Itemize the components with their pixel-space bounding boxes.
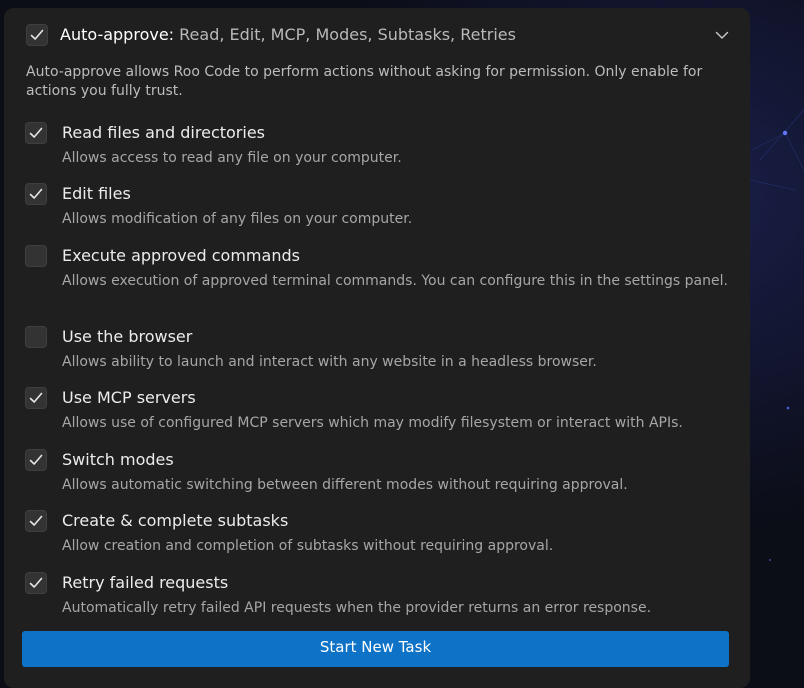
- switch-modes-checkbox[interactable]: [25, 449, 47, 471]
- retry-requests-checkbox[interactable]: [25, 572, 47, 594]
- subtasks-checkbox[interactable]: [25, 510, 47, 532]
- check-icon: [26, 184, 46, 204]
- check-icon: [26, 123, 46, 143]
- read-files-checkbox[interactable]: [25, 122, 47, 144]
- option-description: Allows use of configured MCP servers which may modify filesystem or interact with APIs.: [62, 415, 683, 431]
- option-description: Allows ability to launch and interact with any website in a headless browser.: [62, 354, 597, 370]
- option-description: Allows access to read any file on your computer.: [62, 150, 402, 166]
- option-label: Use MCP servers: [62, 388, 196, 407]
- execute-commands-checkbox[interactable]: [25, 245, 47, 267]
- option-label: Switch modes: [62, 450, 174, 469]
- option-description: Allows automatic switching between different modes without requiring approval.: [62, 477, 628, 493]
- option-label: Execute approved commands: [62, 246, 300, 265]
- option-label: Create & complete subtasks: [62, 511, 289, 530]
- chevron-down-icon[interactable]: [714, 27, 730, 43]
- check-icon: [26, 450, 46, 470]
- auto-approve-enabled-list: Read, Edit, MCP, Modes, Subtasks, Retries: [174, 25, 516, 44]
- edit-files-checkbox[interactable]: [25, 183, 47, 205]
- auto-approve-description: Auto-approve allows Roo Code to perform actions without asking for permission. Only enable for actions you fully trust.: [26, 64, 703, 99]
- option-description: Allow creation and completion of subtasks without requiring approval.: [62, 538, 554, 554]
- check-icon: [26, 573, 46, 593]
- option-description: Allows modification of any files on your computer.: [62, 211, 413, 227]
- option-description: Automatically retry failed API requests when the provider returns an error response.: [62, 600, 652, 616]
- check-icon: [27, 25, 47, 45]
- check-icon: [26, 388, 46, 408]
- option-label: Use the browser: [62, 327, 193, 346]
- auto-approve-label: Auto-approve:: [60, 25, 175, 44]
- start-new-task-button[interactable]: Start New Task: [22, 631, 729, 667]
- option-label: Edit files: [62, 184, 131, 203]
- check-icon: [26, 511, 46, 531]
- mcp-servers-checkbox[interactable]: [25, 387, 47, 409]
- option-label: Retry failed requests: [62, 573, 229, 592]
- auto-approve-panel: [4, 8, 750, 688]
- use-browser-checkbox[interactable]: [25, 326, 47, 348]
- option-label: Read files and directories: [62, 123, 265, 142]
- auto-approve-master-checkbox[interactable]: [26, 24, 48, 46]
- option-description: Allows execution of approved terminal commands. You can configure this in the settings panel.: [62, 273, 728, 289]
- auto-approve-header[interactable]: [26, 24, 736, 46]
- auto-approve-title: [60, 24, 516, 45]
